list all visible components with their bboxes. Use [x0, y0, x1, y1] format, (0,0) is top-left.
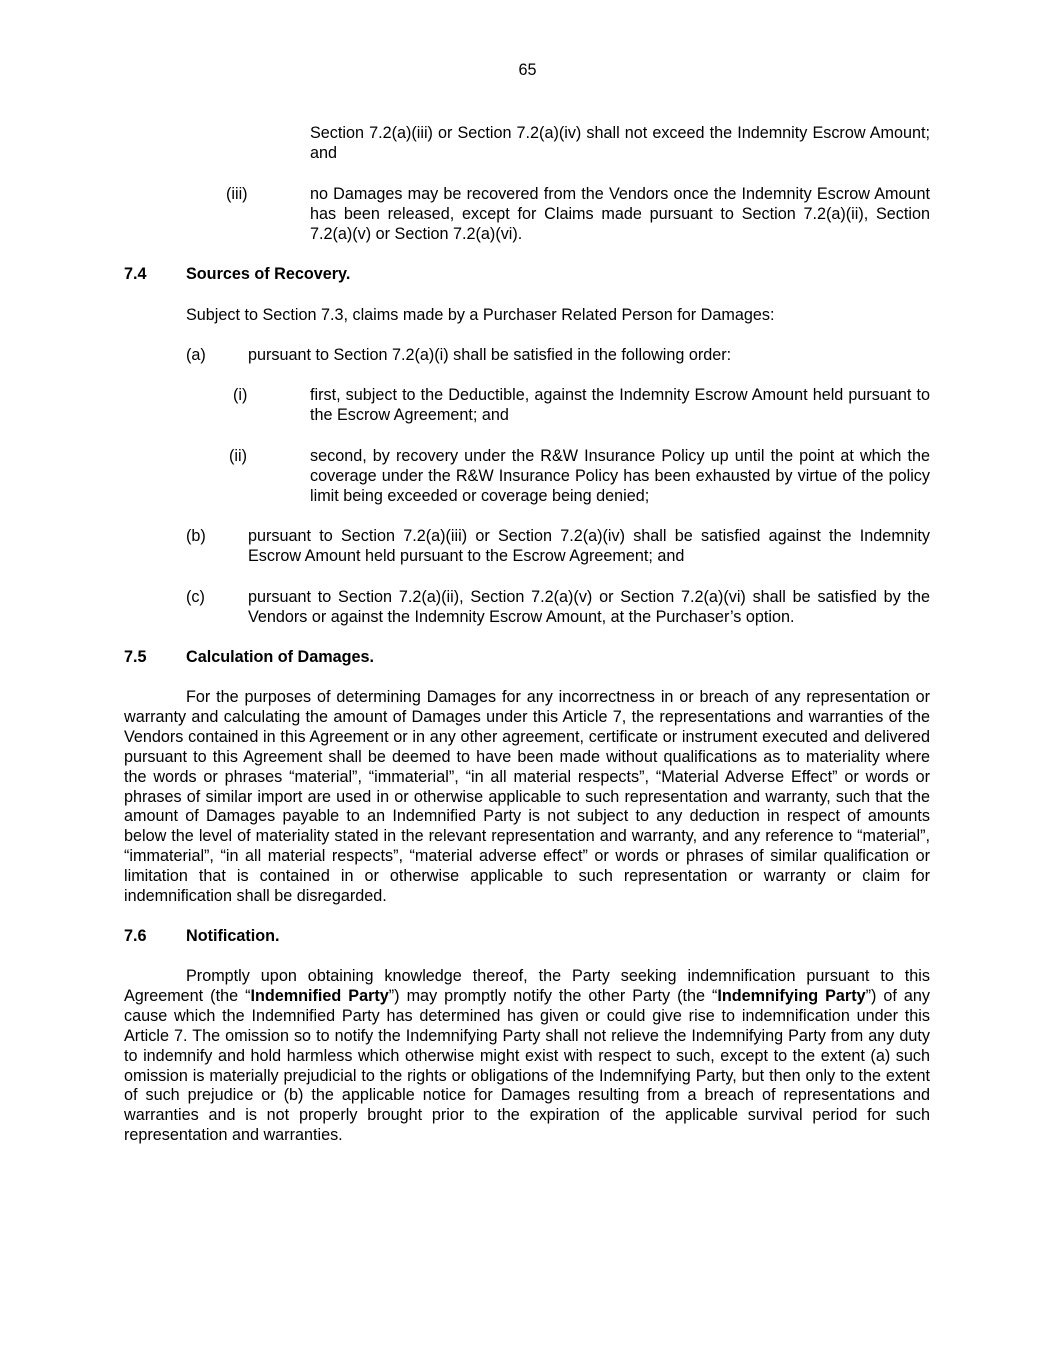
section-7-6-body: [124, 967, 930, 1146]
section-7-6-body-part1: Promptly upon obtaining knowledge thereof, the Party seeking indemnification pursuant to this Agreement (the “: [124, 967, 930, 1005]
continuation-text: Section 7.2(a)(iii) or Section 7.2(a)(iv) shall not exceed the Indemnity Escrow Amount; and: [310, 124, 930, 162]
page-number: 65: [518, 61, 537, 79]
section-7-6-number: 7.6: [124, 927, 147, 945]
item-c-text: pursuant to Section 7.2(a)(ii), Section 7.2(a)(v) or Section 7.2(a)(vi) shall be satisfied by the Vendors or against the Indemnity Escrow Amount, at the Purchaser’s option.: [248, 588, 930, 626]
defined-term-indemnifying-party: Indemnifying Party: [717, 986, 866, 1005]
item-a-label: (a): [186, 346, 206, 364]
item-a-text: pursuant to Section 7.2(a)(i) shall be satisfied in the following order:: [248, 346, 732, 364]
section-7-5-title: Calculation of Damages.: [186, 648, 374, 666]
section-7-4-title: Sources of Recovery.: [186, 265, 351, 283]
section-7-6-title: Notification.: [186, 927, 280, 945]
item-iii-text: no Damages may be recovered from the Vendors once the Indemnity Escrow Amount has been released, except for Claims made pursuant to Section 7.2(a)(ii), Section 7.2(a)(v) or Section 7.2(a)(vi).: [310, 185, 930, 243]
section-7-6-body-part2: ”) may promptly notify the other Party (the “: [388, 986, 718, 1005]
section-7-4-intro: Subject to Section 7.3, claims made by a Purchaser Related Person for Damages:: [186, 306, 775, 324]
section-7-5-number: 7.5: [124, 648, 147, 666]
item-b-text: pursuant to Section 7.2(a)(iii) or Section 7.2(a)(iv) shall be satisfied against the Indemnity Escrow Amount held pursuant to the Escrow Agreement; and: [248, 527, 930, 565]
section-7-4-number: 7.4: [124, 265, 147, 283]
section-7-6-body-part3: ”) of any cause which the Indemnified Party has determined has given or could give rise to indemnification under this Article 7. The omission so to notify the Indemnifying Party shall not relieve the Indemnifying Party from any duty to indemnify and hold harmless which otherwise might exist with respect to such, except to the extent (a) such omission is materially prejudicial to the rights or obligations of the Indemnifying Party, but then only to the extent of such prejudice or (b) the applicable notice for Damages resulting from a breach of representations and warranties and is not properly brought prior to the expiration of the applicable survival period for such representation and warranties.: [124, 986, 930, 1145]
subitem-i-label: (i): [233, 386, 248, 404]
subitem-ii-text: second, by recovery under the R&W Insurance Policy up until the point at which the coverage under the R&W Insurance Policy has been exhausted by virtue of the policy limit being exceeded or coverage being denied;: [310, 447, 930, 505]
section-7-5-body: For the purposes of determining Damages for any incorrectness in or breach of any representation or warranty and calculating the amount of Damages under this Article 7, the representations and warranties of the Vendors contained in this Agreement or in any other agreement, certificate or instrument executed and delivered pursuant to this Agreement shall be deemed to have been made without qualifications as to materiality where the words or phrases “material”, “immaterial”, “in all material respects”, “Material Adverse Effect” or words or phrases of similar import are used in or otherwise applicable to such representation and warranty, such that the amount of Damages payable to an Indemnified Party is not subject to any deduction in respect of amounts below the level of materiality stated in the relevant representation and warranty, and any reference to “material”, “immaterial”, “in all material respects”, “material adverse effect” or words or phrases of similar qualification or limitation that is contained in or otherwise applicable to such representation or warranty or claim for indemnification shall be disregarded.: [124, 688, 930, 906]
item-c-label: (c): [186, 588, 205, 606]
item-b-label: (b): [186, 527, 206, 545]
item-iii-label: (iii): [226, 185, 248, 203]
subitem-ii-label: (ii): [229, 447, 247, 465]
defined-term-indemnified-party: Indemnified Party: [250, 986, 389, 1005]
subitem-i-text: first, subject to the Deductible, against the Indemnity Escrow Amount held pursuant to the Escrow Agreement; and: [310, 386, 930, 424]
